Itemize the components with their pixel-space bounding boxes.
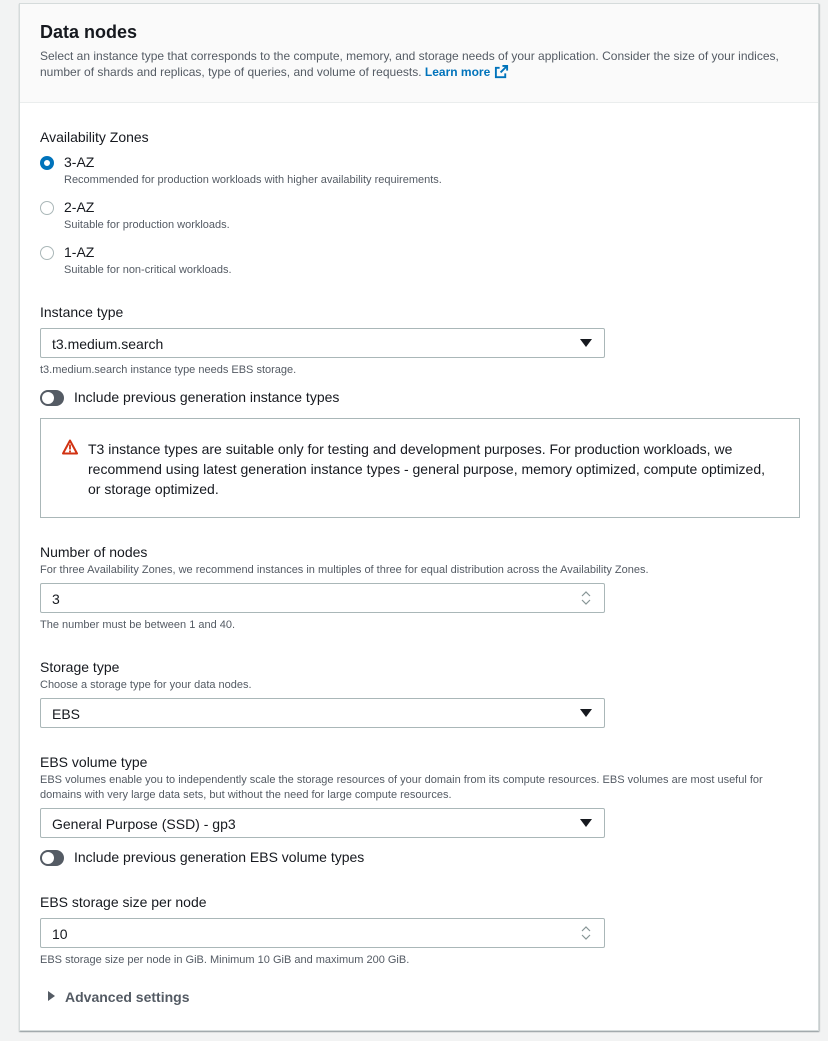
warning-icon: [62, 439, 78, 460]
spinner-icon[interactable]: [579, 590, 593, 606]
panel-title: Data nodes: [40, 22, 138, 42]
panel-header: [20, 4, 818, 103]
instance-type-label: Instance type: [40, 304, 124, 320]
previous-instance-types-label[interactable]: Include previous generation instance types: [74, 389, 340, 405]
description-text: Select an instance type that corresponds to the compute, memory, and storage needs of your application. Consider the size of your indices, number of shards and replicas, type of queries, and volume of requests.: [40, 49, 779, 79]
ebs-volume-description: EBS volumes enable you to independently scale the storage resources of your domain from its compute resources. EBS volumes are most useful for domains with very large data sets, but without the need for large compute resources.: [40, 774, 763, 801]
data-nodes-panel: [19, 3, 819, 1031]
radio-3az[interactable]: [40, 156, 54, 170]
advanced-settings-toggle[interactable]: [48, 989, 189, 1005]
storage-type-label: Storage type: [40, 659, 120, 675]
ebs-volume-select[interactable]: [40, 808, 605, 838]
radio-1az-description: Suitable for non-critical workloads.: [64, 264, 232, 276]
nodes-hint: The number must be between 1 and 40.: [40, 619, 236, 631]
previous-ebs-types-toggle[interactable]: [40, 850, 64, 866]
nodes-value: 3: [52, 591, 60, 607]
radio-1az-label[interactable]: 1-AZ: [64, 244, 95, 260]
caret-right-icon: [48, 991, 55, 1001]
radio-3az-label[interactable]: 3-AZ: [64, 154, 95, 170]
previous-ebs-types-label[interactable]: Include previous generation EBS volume types: [74, 849, 365, 865]
advanced-settings-label: Advanced settings: [65, 989, 190, 1005]
storage-type-value: EBS: [52, 706, 81, 722]
previous-instance-types-toggle[interactable]: [40, 390, 64, 406]
ebs-volume-value: General Purpose (SSD) - gp3: [52, 816, 236, 832]
ebs-size-label: EBS storage size per node: [40, 894, 207, 910]
spinner-icon[interactable]: [579, 925, 593, 941]
radio-1az[interactable]: [40, 246, 54, 260]
alert-text: T3 instance types are suitable only for testing and development purposes. For production workloads, we recommend using latest generation instance types - general purpose, memory optimized, compute optimized, or storage optimized.: [88, 441, 766, 497]
panel-description: [40, 48, 800, 83]
external-link-icon[interactable]: [494, 64, 509, 83]
instance-type-select[interactable]: [40, 328, 605, 358]
nodes-label: Number of nodes: [40, 544, 148, 560]
storage-type-description: Choose a storage type for your data nodes.: [40, 679, 252, 691]
ebs-size-input[interactable]: [40, 918, 605, 948]
storage-type-select[interactable]: [40, 698, 605, 728]
t3-warning-alert: [40, 418, 800, 518]
caret-down-icon: [580, 709, 592, 717]
instance-type-value: t3.medium.search: [52, 336, 164, 352]
nodes-input[interactable]: [40, 583, 605, 613]
ebs-volume-label: EBS volume type: [40, 754, 148, 770]
learn-more-link[interactable]: Learn more: [424, 65, 491, 79]
caret-down-icon: [580, 339, 592, 347]
ebs-size-value: 10: [52, 926, 68, 942]
radio-2az-label[interactable]: 2-AZ: [64, 199, 95, 215]
instance-type-hint: t3.medium.search instance type needs EBS storage.: [40, 364, 297, 376]
availability-zones-label: Availability Zones: [40, 129, 149, 145]
radio-2az-description: Suitable for production workloads.: [64, 219, 230, 231]
caret-down-icon: [580, 819, 592, 827]
nodes-description: For three Availability Zones, we recommend instances in multiples of three for equal distribution across the Availability Zones.: [40, 564, 649, 576]
radio-2az[interactable]: [40, 201, 54, 215]
ebs-size-hint: EBS storage size per node in GiB. Minimum 10 GiB and maximum 200 GiB.: [40, 954, 410, 966]
radio-3az-description: Recommended for production workloads with higher availability requirements.: [64, 174, 442, 186]
